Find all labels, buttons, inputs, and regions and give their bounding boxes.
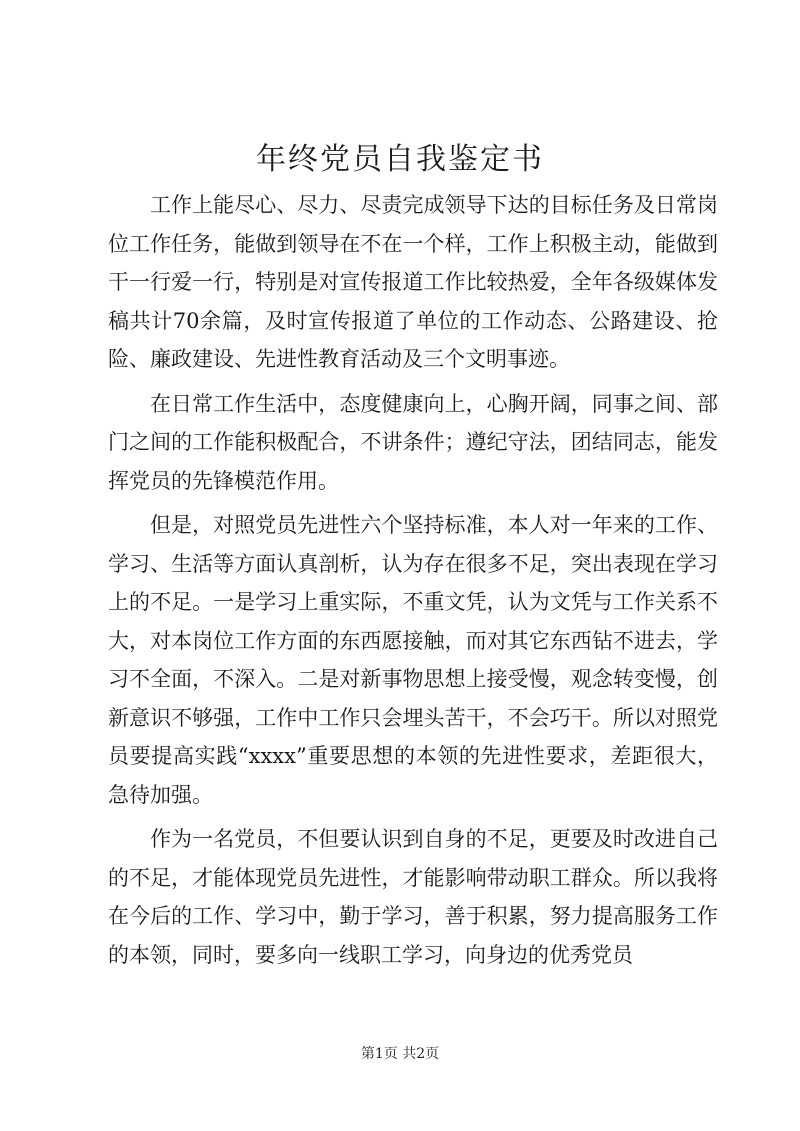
paragraph-2: 在日常工作生活中，态度健康向上，心胸开阔，同事之间、部门之间的工作能积极配合，不讲条件；遵纪守法，团结同志，能发挥党员的先锋模范作用。 [108,391,718,493]
paragraph-1: 工作上能尽心、尽力、尽责完成领导下达的目标任务及日常岗位工作任务，能做到领导在不在一个样，工作上积极主动，能做到干一行爱一行，特别是对宣传报道工作比较热爱，全年各级媒体发稿共计70余篇，及时宣传报道了单位的工作动态、公路建设、抢险、廉政建设、先进性教育活动及三个文明事迹。 [108,193,718,371]
paragraph-4: 作为一名党员，不但要认识到自身的不足，更要及时改进自己的不足，才能体现党员先进性，才能影响带动职工群众。所以我将在今后的工作、学习中，勤于学习，善于积累，努力提高服务工作的本领，同时，要多向一线职工学习，向身边的优秀党员 [108,827,718,967]
paragraph-3: 但是，对照党员先进性六个坚持标准，本人对一年来的工作、学习、生活等方面认真剖析，认为存在很多不足，突出表现在学习上的不足。一是学习上重实际，不重文凭，认为文凭与工作关系不大，对本岗位工作方面的东西愿接触，而对其它东西钻不进去，学习不全面，不深入。二是对新事物思想上接受慢，观念转变慢，创新意识不够强，工作中工作只会埋头苦干，不会巧干。所以对照党员要提高实践“xxxx”重要思想的本领的先进性要求，差距很大，急待加强。 [108,513,718,807]
document-title: 年终党员自我鉴定书 [256,142,544,177]
document-body [108,186,718,980]
page-number-footer: 第1页 共2页 [360,1046,440,1062]
